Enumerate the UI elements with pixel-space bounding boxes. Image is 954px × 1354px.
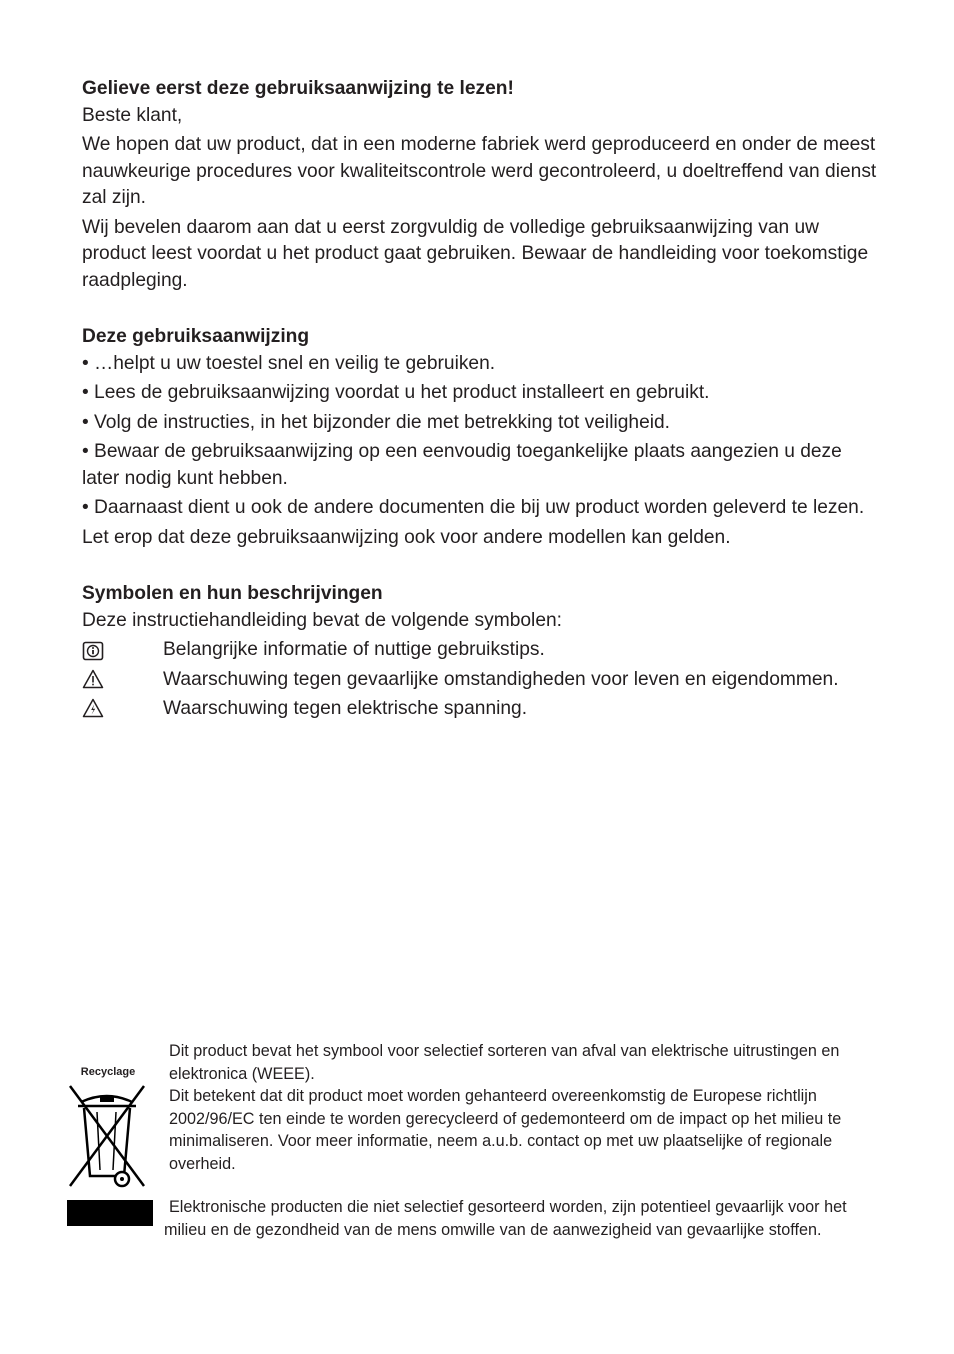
manual-bullet-5: • Daarnaast dient u ook de andere documenten die bij uw product worden geleverd te lezen. (82, 497, 865, 518)
crossed-bin-icon (66, 1080, 154, 1192)
info-icon (82, 641, 104, 661)
weee-paragraph-3: Elektronische producten die niet selectief gesorteerd worden, zijn potentieel gevaarlijk voor het milieu en de gezondheid van de mens omwille van de aanwezigheid van gevaarlijke stoffen. (164, 1198, 847, 1239)
weee-text-bottom (164, 1196, 874, 1241)
symbol-row-warning (82, 667, 882, 694)
symbol-warning-text: Waarschuwing tegen gevaarlijke omstandigheden voor leven en eigendommen. (163, 668, 839, 690)
electric-warning-icon (82, 698, 104, 718)
symbol-info-text: Belangrijke informatie of nuttige gebruikstips. (163, 639, 545, 660)
symbol-row-info (82, 637, 882, 664)
manual-heading: Deze gebruiksaanwijzing (82, 326, 310, 347)
manual-page (82, 76, 882, 723)
weee-paragraph-1: Dit product bevat het symbool voor selectief sorteren van afval van elektrische uitrustingen en elektronica (WEEE). (169, 1042, 840, 1083)
manual-bullet-3: • Volg de instructies, in het bijzonder die met betrekking tot veiligheid. (82, 411, 671, 433)
symbol-electric-text: Waarschuwing tegen elektrische spanning. (163, 698, 528, 719)
weee-logo (66, 1066, 154, 1192)
warning-triangle-icon (82, 669, 104, 689)
salutation: Beste klant, (82, 104, 183, 126)
manual-note: Let erop dat deze gebruiksaanwijzing ook voor andere modellen kan gelden. (82, 526, 731, 548)
intro-paragraph-2: Wij bevelen daarom aan dat u eerst zorgvuldig de volledige gebruiksaanwijzing van uw product leest voordat u het product gaat gebruiken. Bewaar de handleiding voor toekomstige raadpleging. (82, 216, 869, 291)
symbols-heading: Symbolen en hun beschrijvingen (82, 583, 383, 604)
weee-paragraph-2: Dit betekent dat dit product moet worden gehanteerd overeenkomstig de Europese richtlijn 2002/96/EC ten einde te worden gerecycleerd of gedemonteerd om de impact op het milieu te minimaliseren. Voor meer informatie, neem a.u.b. contact op met uw plaatselijke of regionale overheid. (169, 1087, 842, 1173)
black-bar (67, 1200, 153, 1226)
intro-title: Gelieve eerst deze gebruiksaanwijzing te lezen! (82, 78, 514, 99)
manual-bullet-4: • Bewaar de gebruiksaanwijzing op een eenvoudig toegankelijke plaats aangezien u deze later nodig kunt hebben. (82, 441, 842, 489)
weee-text-top (169, 1040, 869, 1175)
symbol-row-electric (82, 696, 882, 723)
manual-bullet-1: • …helpt u uw toestel snel en veilig te gebruiken. (82, 352, 496, 374)
symbols-intro: Deze instructiehandleiding bevat de volgende symbolen: (82, 609, 562, 631)
intro-paragraph-1: We hopen dat uw product, dat in een moderne fabriek werd geproduceerd en onder de meest nauwkeurige procedures voor kwaliteitscontrole werd gecontroleerd, u doeltreffend van dienst zal zijn. (82, 134, 877, 208)
recyclage-label: Recyclage (80, 1066, 136, 1078)
manual-bullet-2: • Lees de gebruiksaanwijzing voordat u het product installeert en gebruikt. (82, 382, 710, 403)
